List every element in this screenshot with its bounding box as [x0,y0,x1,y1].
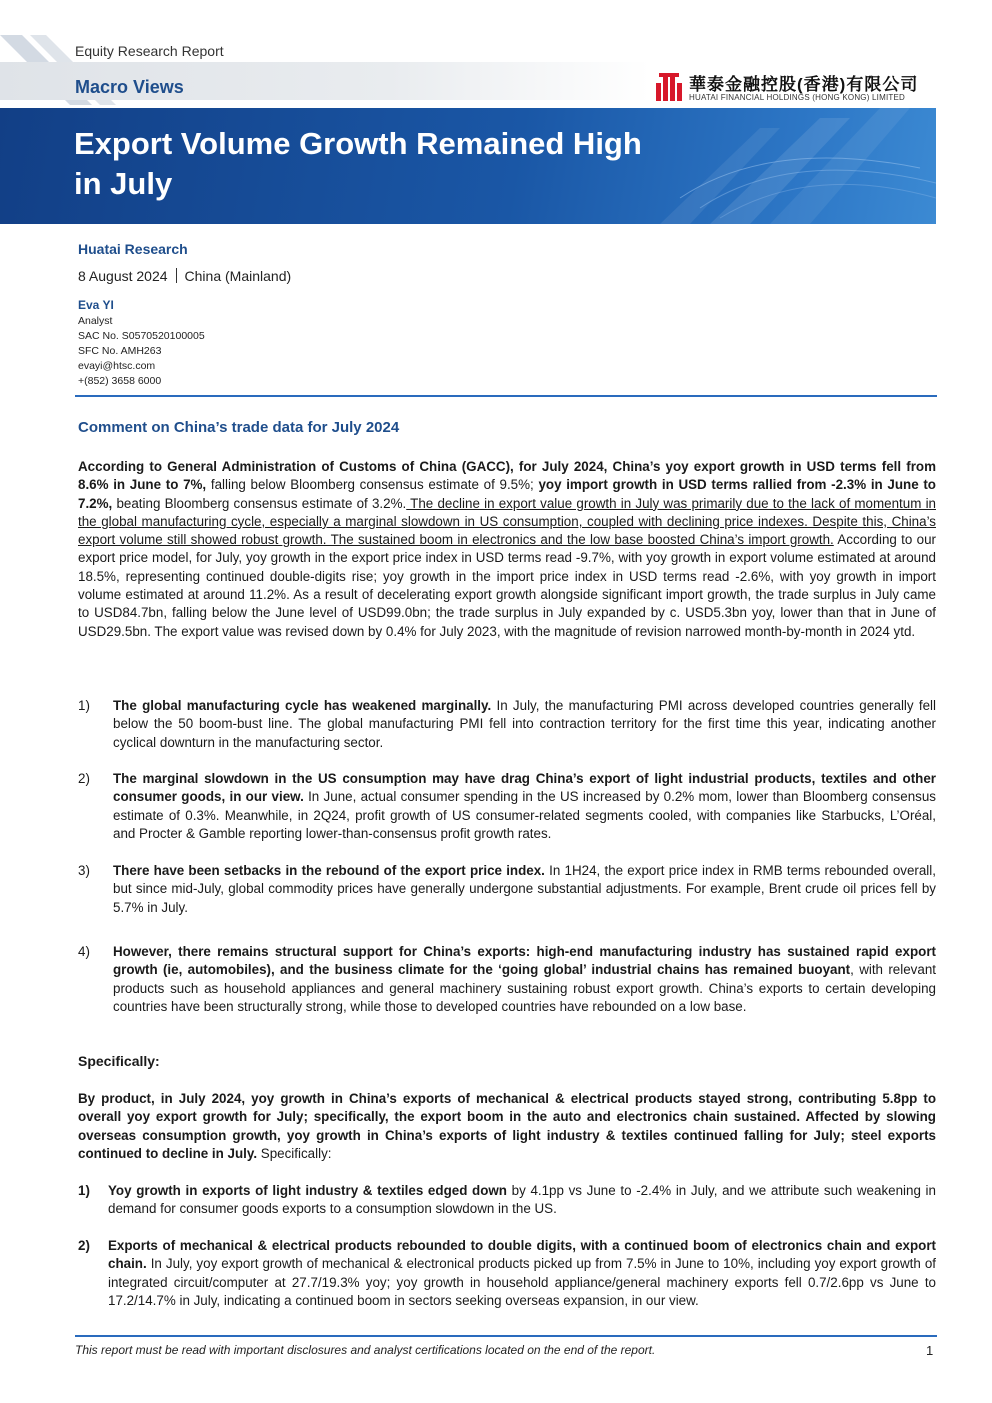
section-label: Macro Views [75,77,184,97]
research-label: Huatai Research [78,241,188,257]
company-name-en: HUATAI FINANCIAL HOLDINGS (HONG KONG) LIMITED [689,93,905,102]
huatai-logo-icon [656,73,682,101]
point-bold: Yoy growth in exports of light industry & textiles edged down [108,1183,507,1198]
point-text: by 4.1pp vs June to -2.4% in July, and we attribute such weakening in demand for consumer goods exports to a consumption slowdown in the US. [108,1183,936,1217]
analyst-phone: +(852) 3658 6000 [78,375,162,387]
point-bold: However, there remains structural support for China’s exports: high-end manufacturing industry has sustained rapid export growth (ie, automobiles), and the business climate for the ‘going global’ industrial chains has remained buoyant [113,944,936,978]
intro-text-2: beating Bloomberg consensus estimate of 3.2%. [112,495,407,511]
product-point-2 [78,1237,936,1310]
specifically-heading: Specifically: [78,1053,160,1069]
point-3 [78,862,936,917]
point-number: 3) [78,863,90,878]
point-1 [78,697,936,752]
point-text: In July, yoy export growth of mechanical & electronical products picked up from 7.5% in June to 10%, including yoy export growth of integrated circuit/computer at 27.7/19.3% yoy; yoy growth in household appliance/general machinery exports fell 0.7/2.6pp vs June to 17.2/14.7% in July, indicating a continued boom in sectors seeking overseas expansion, in our view. [108,1256,936,1308]
point-2 [78,770,936,843]
analyst-role: Analyst [78,315,113,327]
point-text: In July, the manufacturing PMI across developed countries generally fell below the 50 boom-bust line. The global manufacturing PMI fell into contraction territory for the first time this year, indicating another cyclical downturn in the manufacturing sector. [113,698,936,750]
point-number: 1) [78,698,90,713]
intro-paragraph [78,458,936,641]
page-number: 1 [926,1343,934,1358]
analyst-sac: SAC No. S0570520100005 [78,330,205,342]
intro-text-3: According to our export price model, for July, yoy growth in the export price index in USD terms read -9.7%, with yoy growth in export volume estimated at around 18.5%, representing continued double-digits rise; yoy growth in the import price index in USD terms read -2.6%, with yoy growth in import volume estimated at around 11.2%. As a result of decelerating export growth alongside significant import growth, the trade surplus in July came to USD84.7bn, falling below the June level of USD99.0bn; the trade surplus in July expanded by c. USD5.3bn yoy, lower than that in June of USD29.5bn. The export value was revised down by 0.4% for July 2023, with the magnitude of revision narrowed month-by-month in 2024 ytd. [78,532,936,639]
date-divider [176,268,177,283]
point-bold: There have been setbacks in the rebound of the export price index. [113,863,545,878]
analyst-name: Eva YI [78,298,114,312]
by-product-bold: By product, in July 2024, yoy growth in China’s exports of mechanical & electrical products stayed strong, contributing 5.8pp to overall yoy export growth for July; specifically, the export boom in the auto and electronics chain sustained. Affected by slowing overseas consumption growth, yoy growth in China’s exports of light industry & textiles continued falling for July; steel exports continued to decline in July. [78,1091,936,1161]
analyst-sfc: SFC No. AMH263 [78,345,162,357]
intro-bold-2: yoy import growth in USD terms rallied from -2.3% in June to 7.2%, [78,477,936,511]
divider-top [75,395,937,397]
by-product-paragraph [78,1090,936,1163]
point-text: In June, actual consumer spending in the US increased by 0.2% mom, lower than Bloomberg consensus estimate of 0.3%. Meanwhile, in 2Q24, profit growth of US consumer-related segments cooled, with companies like Starbucks, L’Oréal, and Procter & Gamble reporting lower-than-consensus profit growth rates. [113,789,936,841]
point-text: , with relevant products such as household appliances and general machinery sustaining robust export growth. China’s exports to certain developing countries have been structurally strong, while those to developed countries have rebounded on a low base. [113,962,936,1014]
point-number: 4) [78,944,90,959]
point-bold: Exports of mechanical & electrical products rebounded to double digits, with a continued boom of electronics chain and export chain. [108,1238,936,1272]
point-bold: The marginal slowdown in the US consumption may have drag China’s export of light industrial products, textiles and other consumer goods, in our view. [113,771,936,805]
point-number: 1) [78,1183,90,1198]
point-text: In 1H24, the export price index in RMB terms rebounded overall, but since mid-July, global commodity prices have generally undergone substantial adjustments. For example, Brent crude oil prices fell by 5.7% in July. [113,863,936,915]
title-banner [0,108,936,224]
point-bold: The global manufacturing cycle has weakened marginally. [113,698,492,713]
footer-disclaimer: This report must be read with important disclosures and analyst certifications located on the end of the report. [75,1343,656,1357]
intro-text-1: falling below Bloomberg consensus estimate of 9.5%; [206,477,539,493]
comment-heading: Comment on China’s trade data for July 2024 [78,419,400,436]
intro-bold-1: According to General Administration of Customs of China (GACC), for July 2024, China’s yoy export growth in USD terms fell from 8.6% in June to 7%, [78,459,936,493]
analyst-details [78,314,205,389]
point-4 [78,943,936,1016]
report-type: Equity Research Report [75,43,224,59]
intro-underline: The decline in export value growth in July was primarily due to the lack of momentum in the global manufacturing cycle, especially a marginal slowdown in US consumption, coupled with declining price indexes. Despite this, China’s export volume still showed robust growth. The sustained boom in electronics and the low base boosted China’s import growth. [78,495,936,548]
company-logo [656,72,938,104]
product-point-1 [78,1182,936,1219]
report-date: 8 August 2024 [78,268,168,284]
point-number: 2) [78,771,90,786]
by-product-text: Specifically: [257,1145,332,1161]
divider-bottom [75,1335,937,1337]
date-region [78,268,291,284]
analyst-email[interactable]: evayi@htsc.com [78,360,156,372]
report-title: Export Volume Growth Remained High in July [74,126,642,201]
company-name-cn: 華泰金融控股(香港)有限公司 [689,75,919,94]
report-region: China (Mainland) [184,268,292,284]
point-number: 2) [78,1238,90,1253]
